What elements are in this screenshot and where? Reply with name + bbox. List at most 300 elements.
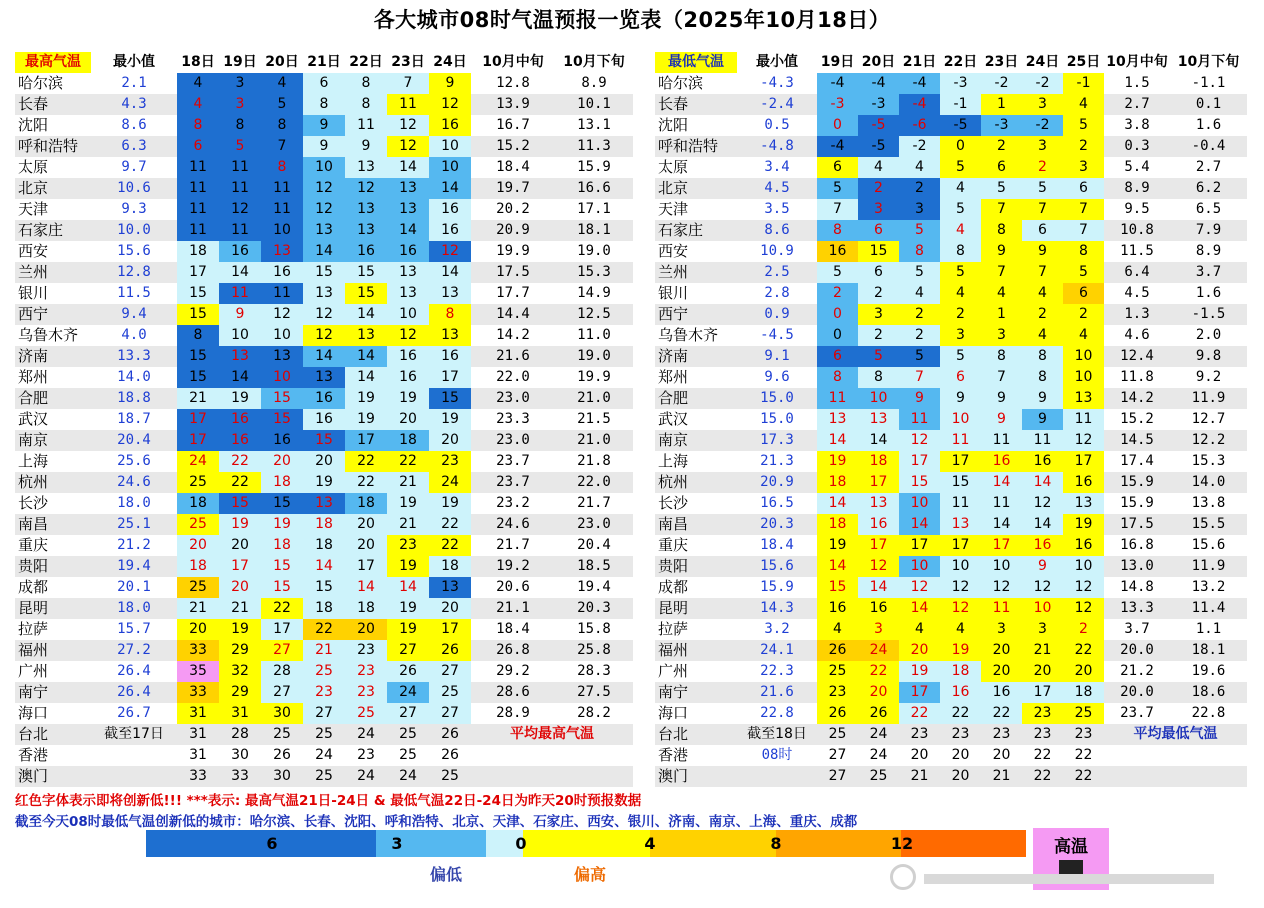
- day-temp-cell: 22: [219, 472, 261, 493]
- min-value: 3.4: [764, 159, 790, 175]
- day-temp-cell: 12: [858, 556, 899, 577]
- min-value: 10.6: [117, 180, 151, 196]
- table-row: [655, 493, 1247, 514]
- city-name: 广州: [658, 662, 689, 680]
- table-row: [655, 220, 1247, 241]
- day-temp-cell: 3: [219, 73, 261, 94]
- table-row: [15, 514, 633, 535]
- day-temp-cell: 10: [899, 556, 940, 577]
- min-value: 16.5: [760, 495, 794, 511]
- day-temp-cell: 20: [951, 768, 970, 784]
- day-temp-cell: 14: [387, 577, 429, 598]
- late-october-avg: 22.0: [577, 474, 611, 490]
- min-value: 24.6: [117, 474, 151, 490]
- city-name: 海口: [18, 704, 49, 722]
- day-temp-cell: 25: [315, 768, 333, 784]
- mid-october-avg: 15.2: [496, 138, 530, 154]
- day-temp-cell: 24: [858, 640, 899, 661]
- day-temp-cell: 24: [869, 726, 888, 742]
- day-temp-cell: 14: [817, 430, 858, 451]
- min-value: 10.0: [117, 222, 151, 238]
- day-temp-cell: -6: [899, 115, 940, 136]
- city-name: 呼和浩特: [18, 137, 79, 155]
- min-value: 截至17日: [104, 726, 164, 742]
- city-name: 哈尔滨: [18, 74, 64, 92]
- day-temp-cell: 16: [1063, 535, 1104, 556]
- day-temp-cell: 20: [219, 535, 261, 556]
- table-row: [655, 367, 1247, 388]
- day-temp-cell: -3: [940, 73, 981, 94]
- mid-october-avg: 3.8: [1124, 117, 1150, 133]
- day-temp-cell: -5: [858, 115, 899, 136]
- column-header: 24日: [433, 54, 467, 70]
- day-temp-cell: 11: [177, 157, 219, 178]
- late-october-avg: -1.5: [1191, 306, 1226, 322]
- column-header: 25日: [1066, 54, 1101, 70]
- min-value: 08时: [761, 747, 793, 763]
- min-value: 12.8: [117, 264, 151, 280]
- day-temp-cell: 2: [858, 325, 899, 346]
- column-header: 21日: [307, 54, 341, 70]
- day-temp-cell: 22: [940, 703, 981, 724]
- day-temp-cell: 19: [261, 514, 303, 535]
- day-temp-cell: 28: [261, 661, 303, 682]
- day-temp-cell: 19: [1063, 514, 1104, 535]
- day-temp-cell: -3: [858, 94, 899, 115]
- day-temp-cell: 14: [981, 514, 1022, 535]
- late-october-avg: 1.6: [1195, 117, 1222, 133]
- mid-october-avg: 24.6: [496, 516, 530, 532]
- late-october-avg: 22.8: [1191, 705, 1226, 721]
- day-temp-cell: 20: [345, 535, 387, 556]
- day-temp-cell: 16: [387, 346, 429, 367]
- min-value: [737, 766, 817, 787]
- day-temp-cell: 8: [981, 346, 1022, 367]
- day-temp-cell: 25: [429, 682, 471, 703]
- day-temp-cell: 10: [1022, 598, 1063, 619]
- mid-october-avg: 19.9: [496, 243, 530, 259]
- day-temp-cell: 13: [858, 493, 899, 514]
- day-temp-cell: 0: [940, 136, 981, 157]
- min-value: 25.1: [117, 516, 151, 532]
- day-temp-cell: 17: [345, 556, 387, 577]
- city-name: 长春: [18, 95, 49, 113]
- mid-october-avg: 12.4: [1120, 348, 1154, 364]
- day-temp-cell: 13: [858, 409, 899, 430]
- day-temp-cell: 25: [177, 577, 219, 598]
- city-name: 西安: [18, 242, 49, 260]
- day-temp-cell: 1: [981, 304, 1022, 325]
- day-temp-cell: 4: [1022, 283, 1063, 304]
- day-temp-cell: 11: [981, 493, 1022, 514]
- late-october-avg: 21.8: [577, 453, 611, 469]
- day-temp-cell: 10: [981, 556, 1022, 577]
- day-temp-cell: 6: [940, 367, 981, 388]
- day-temp-cell: 20: [1063, 661, 1104, 682]
- column-header: 10月下旬: [1177, 54, 1240, 70]
- late-october-avg: 1.1: [1195, 621, 1222, 637]
- table-row: [655, 178, 1247, 199]
- legend-caption-high: 偏高: [574, 865, 607, 884]
- day-temp-cell: 12: [1022, 577, 1063, 598]
- day-temp-cell: 23: [345, 640, 387, 661]
- day-temp-cell: 9: [303, 115, 345, 136]
- day-temp-cell: 7: [387, 73, 429, 94]
- city-name: 台北: [18, 725, 49, 743]
- day-temp-cell: 9: [899, 388, 940, 409]
- day-temp-cell: 19: [345, 409, 387, 430]
- mid-october-avg: 21.7: [496, 537, 530, 553]
- day-temp-cell: 14: [817, 556, 858, 577]
- day-temp-cell: 11: [387, 94, 429, 115]
- mid-october-avg: 17.4: [1120, 453, 1154, 469]
- day-temp-cell: 16: [429, 199, 471, 220]
- mid-october-avg: 23.0: [496, 432, 530, 448]
- day-temp-cell: 19: [387, 598, 429, 619]
- table-row: [15, 388, 633, 409]
- min-value: 4.0: [121, 327, 147, 343]
- day-temp-cell: 9: [981, 409, 1022, 430]
- day-temp-cell: 13: [303, 367, 345, 388]
- legend-dark-blue: [146, 830, 376, 857]
- legend-gold: [650, 830, 776, 857]
- day-temp-cell: 5: [261, 94, 303, 115]
- day-temp-cell: 1: [981, 94, 1022, 115]
- day-temp-cell: 2: [1063, 619, 1104, 640]
- city-name: 重庆: [658, 536, 689, 554]
- day-temp-cell: 14: [429, 262, 471, 283]
- day-temp-cell: 14: [1022, 472, 1063, 493]
- legend-label-4: 4: [644, 834, 656, 853]
- city-name: 福州: [658, 641, 689, 659]
- table-row: [655, 619, 1247, 640]
- table-row: [655, 346, 1247, 367]
- late-october-avg: 6.2: [1195, 180, 1222, 196]
- day-temp-cell: 16: [1022, 535, 1063, 556]
- day-temp-cell: 33: [189, 768, 207, 784]
- day-temp-cell: 3: [1022, 619, 1063, 640]
- city-name: 石家庄: [18, 221, 64, 239]
- city-name: 郑州: [658, 368, 689, 386]
- late-october-avg: 6.5: [1195, 201, 1222, 217]
- day-temp-cell: 0: [817, 115, 858, 136]
- day-temp-cell: 17: [345, 430, 387, 451]
- table-row: [15, 220, 633, 241]
- city-name: 昆明: [18, 599, 49, 617]
- day-temp-cell: 18: [261, 472, 303, 493]
- day-temp-cell: 17: [219, 556, 261, 577]
- day-temp-cell: 8: [177, 325, 219, 346]
- table-row: [15, 745, 633, 766]
- late-october-avg: 25.8: [577, 642, 611, 658]
- city-name: 南京: [18, 431, 49, 449]
- day-temp-cell: 17: [177, 262, 219, 283]
- city-name: 兰州: [18, 263, 49, 281]
- day-temp-cell: 18: [858, 451, 899, 472]
- day-temp-cell: 32: [219, 661, 261, 682]
- day-temp-cell: 2: [981, 136, 1022, 157]
- day-temp-cell: 4: [1063, 325, 1104, 346]
- day-temp-cell: 5: [940, 199, 981, 220]
- day-temp-cell: 10: [261, 325, 303, 346]
- day-temp-cell: 16: [345, 241, 387, 262]
- day-temp-cell: 26: [429, 640, 471, 661]
- min-value: 18.4: [760, 537, 794, 553]
- day-temp-cell: 16: [940, 682, 981, 703]
- day-temp-cell: 25: [315, 726, 333, 742]
- column-header: 21日: [902, 54, 937, 70]
- min-value: 11.5: [117, 285, 151, 301]
- day-temp-cell: -2: [899, 136, 940, 157]
- day-temp-cell: 14: [858, 577, 899, 598]
- table-row: [655, 472, 1247, 493]
- city-name: 杭州: [18, 473, 49, 491]
- city-name: 乌鲁木齐: [18, 326, 79, 344]
- mid-october-avg: 23.2: [496, 495, 530, 511]
- mid-october-avg: 16.7: [496, 117, 530, 133]
- late-october-avg: 0.1: [1195, 96, 1222, 112]
- table-row: [15, 367, 633, 388]
- day-temp-cell: 14: [345, 367, 387, 388]
- table-row: [655, 703, 1247, 724]
- day-temp-cell: 11: [1063, 409, 1104, 430]
- day-temp-cell: -2: [1022, 115, 1063, 136]
- day-temp-cell: 8: [261, 157, 303, 178]
- min-value: 27.2: [117, 642, 151, 658]
- city-name: 天津: [18, 200, 49, 218]
- mid-october-avg: 28.9: [496, 705, 530, 721]
- day-temp-cell: 22: [303, 619, 345, 640]
- day-temp-cell: 31: [189, 747, 207, 763]
- day-temp-cell: 10: [429, 136, 471, 157]
- day-temp-cell: 26: [387, 661, 429, 682]
- day-temp-cell: 12: [345, 178, 387, 199]
- day-temp-cell: 10: [899, 493, 940, 514]
- watermark: [890, 858, 1250, 894]
- table-row: [15, 178, 633, 199]
- column-header: 10月下旬: [563, 54, 625, 70]
- late-october-avg: 11.3: [577, 138, 611, 154]
- table-row: [655, 241, 1247, 262]
- city-name: 济南: [18, 347, 49, 365]
- day-temp-cell: 17: [899, 682, 940, 703]
- mid-october-avg: 20.6: [496, 579, 530, 595]
- day-temp-cell: 11: [177, 199, 219, 220]
- day-temp-cell: 13: [817, 409, 858, 430]
- day-temp-cell: 20: [261, 451, 303, 472]
- mid-october-avg: 18.4: [496, 621, 530, 637]
- day-temp-cell: 7: [1063, 220, 1104, 241]
- min-value: 10.9: [760, 243, 794, 259]
- day-temp-cell: 4: [899, 157, 940, 178]
- late-october-avg: 20.3: [577, 600, 611, 616]
- city-name: 长沙: [658, 494, 689, 512]
- day-temp-cell: 2: [817, 283, 858, 304]
- min-value: 4.5: [764, 180, 790, 196]
- city-name: 长沙: [18, 494, 49, 512]
- day-temp-cell: 11: [1022, 430, 1063, 451]
- day-temp-cell: 15: [899, 472, 940, 493]
- day-temp-cell: 23: [345, 661, 387, 682]
- table-row: [655, 304, 1247, 325]
- min-value: 13.3: [117, 348, 151, 364]
- day-temp-cell: 18: [303, 598, 345, 619]
- day-temp-cell: 15: [429, 388, 471, 409]
- day-temp-cell: 2: [940, 304, 981, 325]
- mid-october-avg: 22.0: [496, 369, 530, 385]
- day-temp-cell: 11: [261, 283, 303, 304]
- late-october-avg: 19.9: [577, 369, 611, 385]
- day-temp-cell: 20: [858, 682, 899, 703]
- day-temp-cell: 18: [1063, 682, 1104, 703]
- table-row: [15, 199, 633, 220]
- day-temp-cell: 20: [177, 535, 219, 556]
- min-value: 25.6: [117, 453, 151, 469]
- mid-october-avg: [471, 766, 555, 787]
- city-name: 澳门: [18, 767, 49, 785]
- day-temp-cell: 13: [303, 283, 345, 304]
- day-temp-cell: 12: [303, 304, 345, 325]
- table-row: [655, 388, 1247, 409]
- late-october-avg: 13.1: [577, 117, 611, 133]
- day-temp-cell: 20: [345, 514, 387, 535]
- day-temp-cell: 23: [387, 535, 429, 556]
- day-temp-cell: 18: [177, 241, 219, 262]
- day-temp-cell: 9: [1022, 409, 1063, 430]
- day-temp-cell: 20: [1022, 661, 1063, 682]
- day-temp-cell: 20: [951, 747, 970, 763]
- city-name: 香港: [658, 746, 689, 764]
- day-temp-cell: 14: [1022, 514, 1063, 535]
- day-temp-cell: 9: [429, 73, 471, 94]
- late-october-avg: 2.0: [1195, 327, 1222, 343]
- late-october-avg: 11.0: [577, 327, 611, 343]
- min-value: 15.6: [117, 243, 151, 259]
- day-temp-cell: 4: [177, 94, 219, 115]
- day-temp-cell: 23: [910, 726, 929, 742]
- mid-october-avg: 17.5: [1120, 516, 1154, 532]
- mid-october-avg: 10.8: [1120, 222, 1154, 238]
- day-temp-cell: 3: [858, 199, 899, 220]
- day-temp-cell: 13: [387, 178, 429, 199]
- day-temp-cell: 19: [219, 514, 261, 535]
- min-value: [91, 745, 177, 766]
- day-temp-cell: 6: [817, 157, 858, 178]
- day-temp-cell: 12: [899, 577, 940, 598]
- mid-october-avg: 20.0: [1120, 684, 1154, 700]
- table-row: [655, 577, 1247, 598]
- day-temp-cell: 10: [429, 157, 471, 178]
- mid-october-avg: 14.2: [1120, 390, 1154, 406]
- day-temp-cell: 15: [261, 388, 303, 409]
- day-temp-cell: 23: [817, 682, 858, 703]
- day-temp-cell: 8: [261, 115, 303, 136]
- day-temp-cell: 8: [1022, 367, 1063, 388]
- table-row: [15, 94, 633, 115]
- city-name: 武汉: [658, 410, 689, 428]
- day-temp-cell: 2: [899, 325, 940, 346]
- day-temp-cell: 18: [303, 514, 345, 535]
- day-temp-cell: 17: [858, 535, 899, 556]
- day-temp-cell: 8: [429, 304, 471, 325]
- city-name: 沈阳: [658, 116, 689, 134]
- mid-october-avg: 20.2: [496, 201, 530, 217]
- min-value: 2.1: [121, 75, 147, 91]
- city-name: 海口: [658, 704, 689, 722]
- city-name: 拉萨: [658, 620, 689, 638]
- day-temp-cell: 4: [261, 73, 303, 94]
- day-temp-cell: 13: [387, 199, 429, 220]
- day-temp-cell: 5: [1063, 115, 1104, 136]
- day-temp-cell: 19: [387, 493, 429, 514]
- mid-october-avg: 14.2: [496, 327, 530, 343]
- day-temp-cell: 23: [992, 726, 1011, 742]
- mid-october-avg: 8.9: [1124, 180, 1150, 196]
- late-october-avg: 15.6: [1191, 537, 1226, 553]
- day-temp-cell: 28: [231, 726, 249, 742]
- day-temp-cell: 21: [177, 388, 219, 409]
- city-name: 拉萨: [18, 620, 49, 638]
- legend-orange: [776, 830, 901, 857]
- day-temp-cell: 18: [387, 430, 429, 451]
- day-temp-cell: 20: [899, 640, 940, 661]
- table-row: [15, 304, 633, 325]
- day-temp-cell: 5: [940, 262, 981, 283]
- late-october-avg: 8.9: [1195, 243, 1222, 259]
- city-name: 杭州: [658, 473, 689, 491]
- day-temp-cell: 11: [899, 409, 940, 430]
- late-october-avg: 19.4: [577, 579, 611, 595]
- day-temp-cell: 27: [261, 682, 303, 703]
- day-temp-cell: 8: [1022, 346, 1063, 367]
- day-temp-cell: 18: [817, 514, 858, 535]
- day-temp-cell: 11: [981, 598, 1022, 619]
- table-row: [15, 703, 633, 724]
- day-temp-cell: 16: [261, 430, 303, 451]
- min-value: 20.4: [117, 432, 151, 448]
- day-temp-cell: -5: [940, 115, 981, 136]
- day-temp-cell: 23: [429, 451, 471, 472]
- day-temp-cell: 16: [261, 262, 303, 283]
- day-temp-cell: 0: [817, 304, 858, 325]
- day-temp-cell: 4: [817, 619, 858, 640]
- average-temp-label: 平均最高气温: [510, 726, 594, 742]
- day-temp-cell: 13: [429, 325, 471, 346]
- day-temp-cell: 15: [303, 430, 345, 451]
- table-row: [655, 682, 1247, 703]
- day-temp-cell: 22: [1074, 747, 1093, 763]
- day-temp-cell: 11: [345, 115, 387, 136]
- day-temp-cell: 20: [910, 747, 929, 763]
- min-value: 2.8: [764, 285, 790, 301]
- day-temp-cell: 27: [429, 703, 471, 724]
- day-temp-cell: 18: [177, 493, 219, 514]
- day-temp-cell: 9: [1022, 241, 1063, 262]
- day-temp-cell: 2: [1022, 157, 1063, 178]
- day-temp-cell: 27: [303, 703, 345, 724]
- day-temp-cell: 8: [345, 73, 387, 94]
- day-temp-cell: 15: [177, 283, 219, 304]
- day-temp-cell: 20: [981, 661, 1022, 682]
- legend-label-8: 8: [770, 834, 782, 853]
- mid-october-avg: 1.5: [1124, 75, 1150, 91]
- watermark-logo-icon: [890, 864, 916, 890]
- city-name: 济南: [658, 347, 689, 365]
- day-temp-cell: 19: [303, 472, 345, 493]
- day-temp-cell: 15: [303, 262, 345, 283]
- day-temp-cell: 2: [899, 304, 940, 325]
- table-row: [655, 766, 1247, 787]
